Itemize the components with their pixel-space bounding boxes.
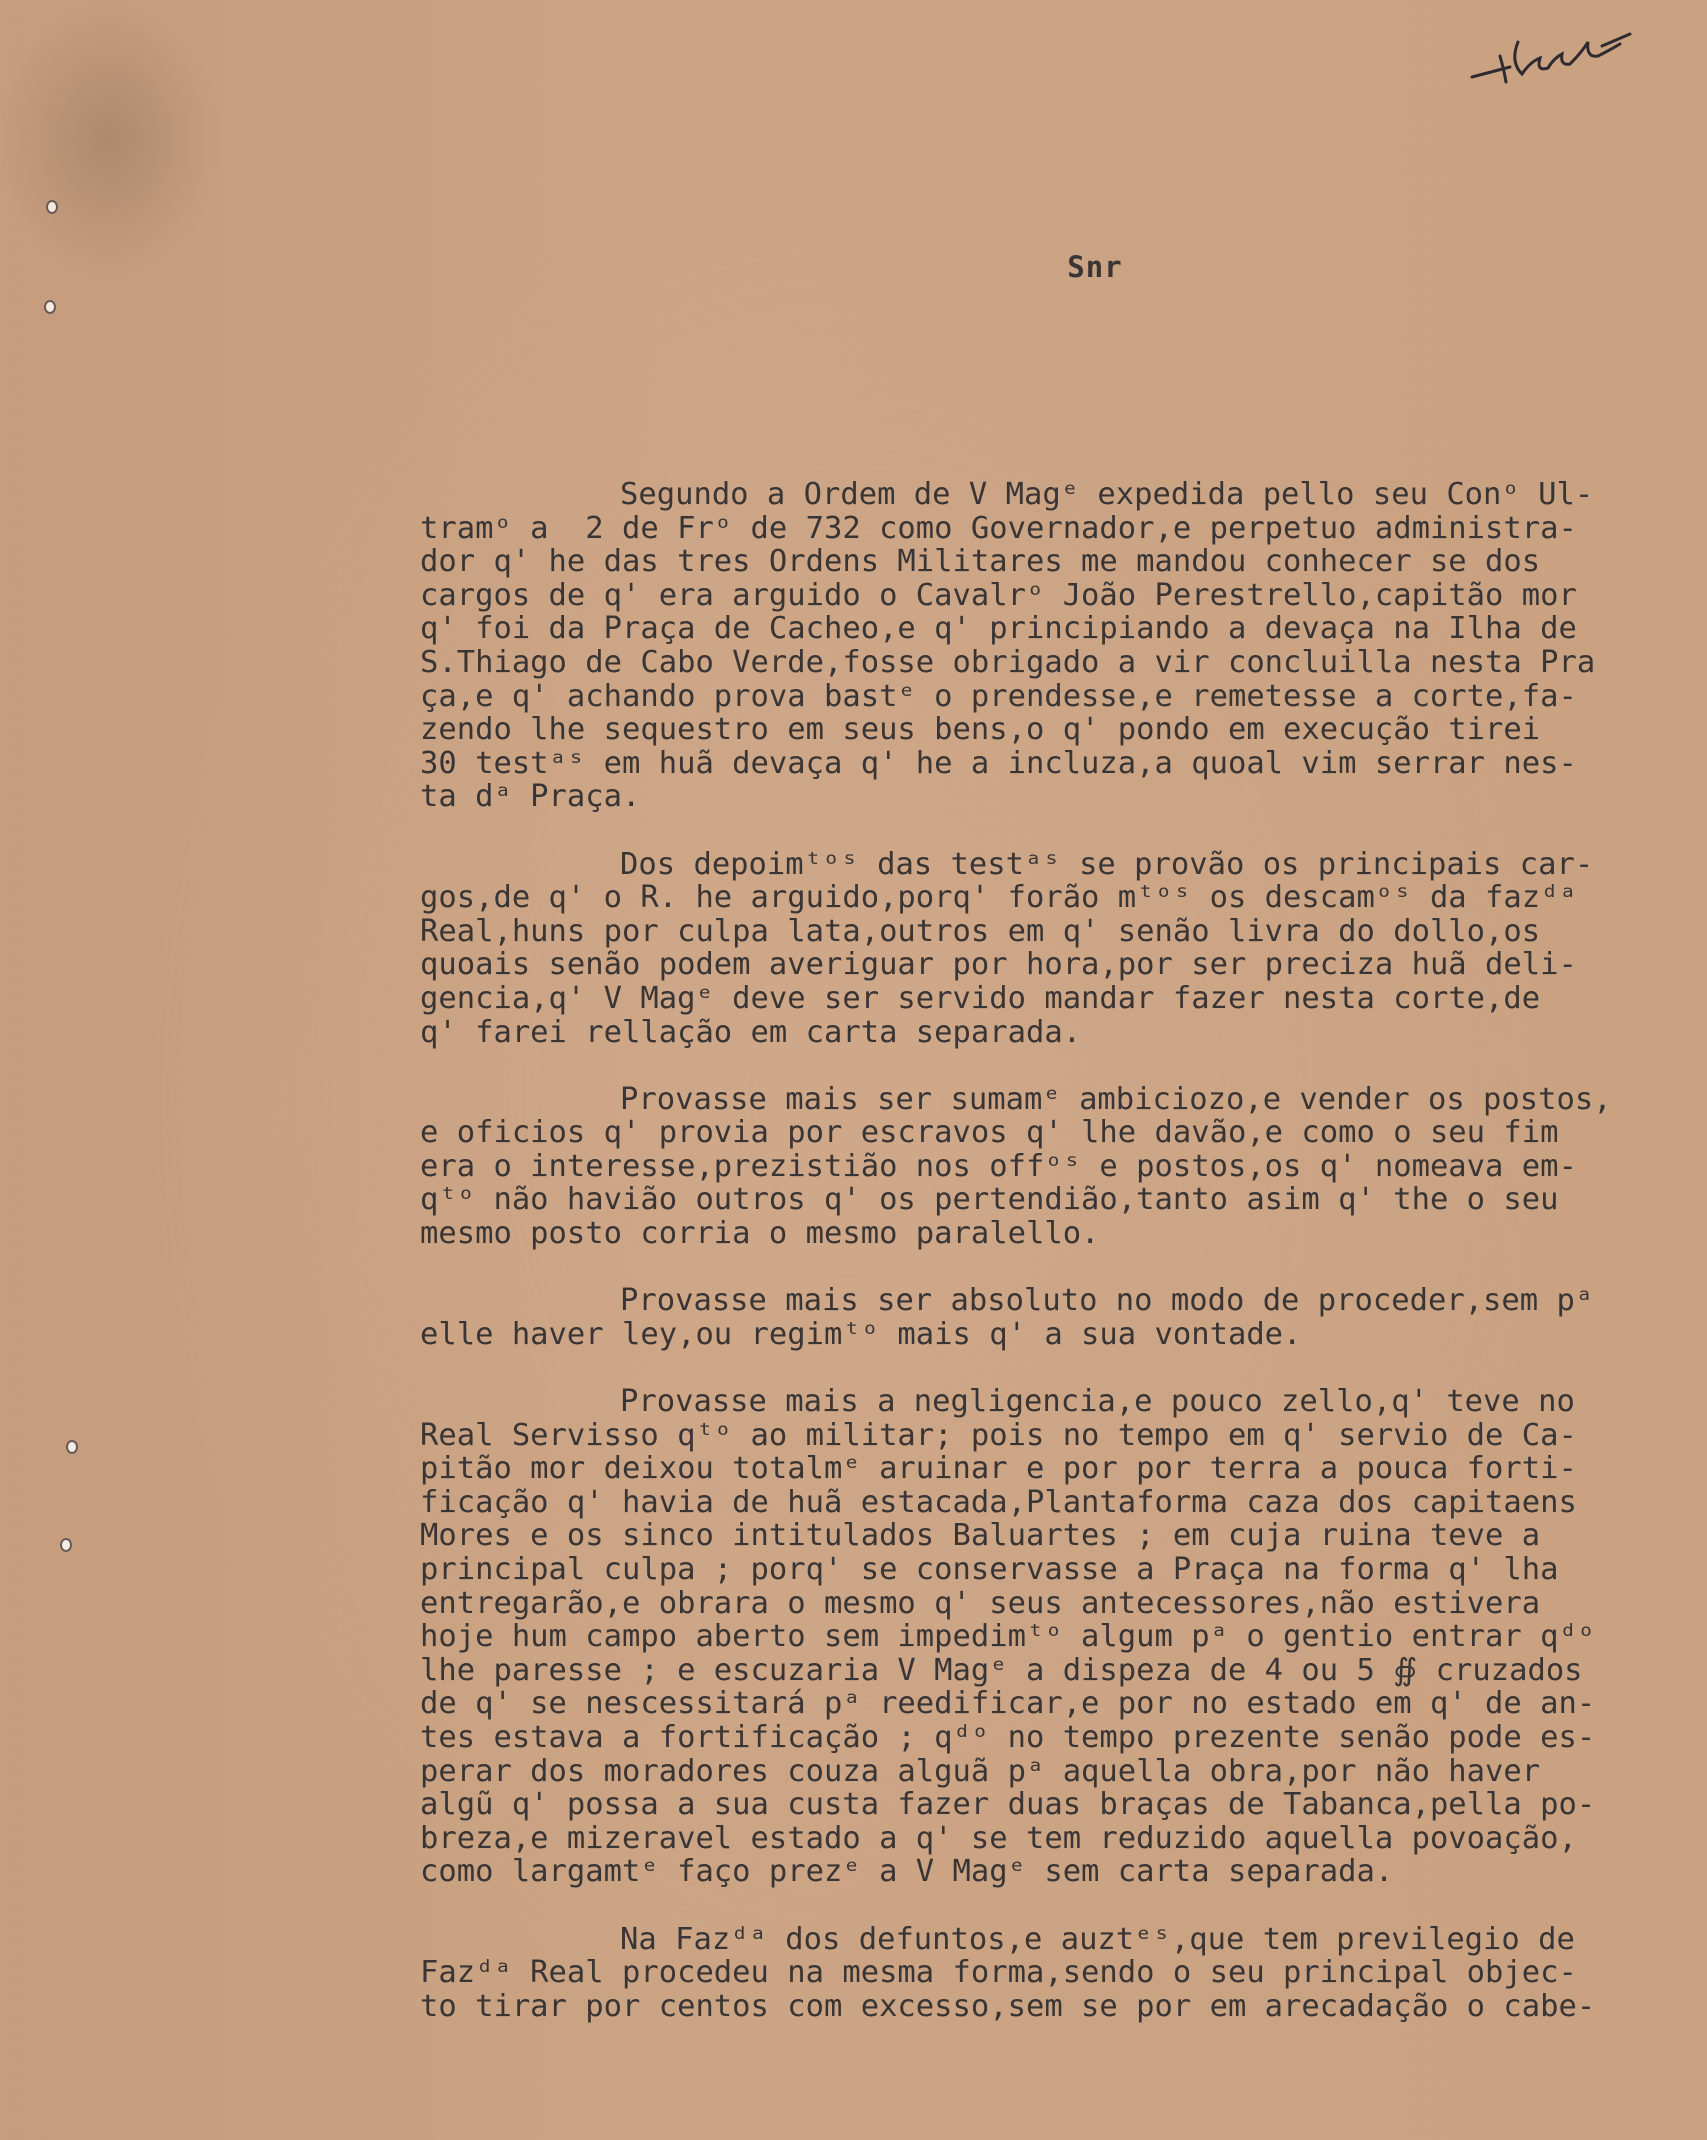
paragraph [420, 1923, 1707, 2024]
text-line: Provasse mais ser sumamᵉ ambiciozo,e vender os postos, [620, 1081, 1612, 1117]
text-line: como largamtᵉ faço prezᵉ a V Magᵉ sem carta separada. [420, 1854, 1394, 1890]
text-line: lhe paresse ; e escuzaria V Magᵉ a dispeza de 4 ou 5 ∯ cruzados [420, 1652, 1583, 1688]
punch-hole [44, 300, 56, 314]
paragraph [420, 478, 1707, 814]
text-line: pitão mor deixou totalmᵉ aruinar e por por terra a pouca forti- [420, 1451, 1577, 1487]
text-line: ficação q' havia de huã estacada,Plantaforma caza dos capitaens [420, 1484, 1577, 1520]
text-line: q' foi da Praça de Cacheo,e q' principiando a devaça na Ilha de [420, 611, 1577, 647]
text-line: Mores e os sinco intitulados Baluartes ; em cuja ruina teve a [420, 1518, 1541, 1554]
signature-mark [1470, 22, 1670, 92]
text-line: elle haver ley,ou regimᵗᵒ mais q' a sua vontade. [420, 1316, 1302, 1352]
text-line: qᵗᵒ não havião outros q' os pertendião,tanto asim q' the o seu [420, 1182, 1559, 1218]
text-line: Provasse mais ser absoluto no modo de proceder,sem pᵃ [620, 1283, 1594, 1319]
text-line: e oficios q' provia por escravos q' lhe davão,e como o seu fim [420, 1115, 1559, 1151]
text-line: S.Thiago de Cabo Verde,fosse obrigado a vir concluilla nesta Pra [420, 644, 1596, 680]
text-line: de q' se nescessitará pᵃ reedificar,e por no estado em q' de an- [420, 1686, 1596, 1722]
text-line: Dos depoimᵗᵒˢ das testᵃˢ se provão os principais car- [620, 846, 1594, 882]
text-line: ta dᵃ Praça. [420, 779, 641, 815]
text-line: Real,huns por culpa lata,outros em q' senão livra do dollo,os [420, 913, 1541, 949]
text-line: Provasse mais a negligencia,e pouco zello,q' teve no [620, 1384, 1575, 1420]
text-line: gos,de q' o R. he arguido,porq' forão mᵗᵒˢ os descamᵒˢ da fazᵈᵃ [420, 880, 1577, 916]
text-line: zendo lhe sequestro em seus bens,o q' pondo em execução tirei [420, 712, 1541, 748]
punch-hole [66, 1440, 78, 1454]
punch-hole [46, 200, 58, 214]
text-line: to tirar por centos com excesso,sem se por em arecadação o cabe- [420, 1988, 1596, 2024]
text-line: gencia,q' V Magᵉ deve ser servido mandar fazer nesta corte,de [420, 980, 1541, 1016]
paragraph [420, 848, 1707, 1050]
text-line: mesmo posto corria o mesmo paralello. [420, 1216, 1100, 1252]
text-line: Segundo a Ordem de V Magᵉ expedida pello seu Conᵒ Ul- [620, 477, 1594, 512]
text-line: Na Fazᵈᵃ dos defuntos,e auztᵉˢ,que tem previlegio de [620, 1921, 1575, 1957]
salutation-heading: Snr [1067, 250, 1123, 284]
text-line: tes estava a fortificação ; qᵈᵒ no tempo prezente senão pode es- [420, 1719, 1596, 1755]
text-line: ça,e q' achando prova bastᵉ o prendesse,e remetesse a corte,fa- [420, 678, 1577, 714]
paragraph [420, 1385, 1707, 1889]
text-line: breza,e mizeravel estado a q' se tem reduzido aquella povoação, [420, 1820, 1577, 1856]
text-line: hoje hum campo aberto sem impedimᵗᵒ algum pᵃ o gentio entrar qᵈᵒ [420, 1619, 1596, 1655]
text-line: tramᵒ a 2 de Frᵒ de 732 como Governador,e perpetuo administra- [420, 510, 1577, 546]
text-line: dor q' he das tres Ordens Militares me mandou conhecer se dos [420, 544, 1541, 580]
paragraph [420, 1083, 1707, 1251]
text-line: quoais senão podem averiguar por hora,por ser preciza huã deli- [420, 947, 1577, 983]
paragraph [420, 1284, 1707, 1351]
text-line: entregarão,e obrara o mesmo q' seus antecessores,não estivera [420, 1585, 1541, 1621]
text-line: era o interesse,prezistião nos offᵒˢ e postos,os q' nomeava em- [420, 1148, 1577, 1184]
text-line: principal culpa ; porq' se conservasse a Praça na forma q' lha [420, 1552, 1559, 1587]
text-line: 30 testᵃˢ em huã devaça q' he a incluza,a quoal vim serrar nes- [420, 745, 1577, 781]
letter-body [420, 478, 1707, 2057]
text-line: perar dos moradores couza alguã pᵃ aquella obra,por não haver [420, 1753, 1541, 1789]
text-line: algũ q' possa a sua custa fazer duas braças de Tabanca,pella po- [420, 1787, 1596, 1823]
text-line: Fazᵈᵃ Real procedeu na mesma forma,sendo o seu principal objec- [420, 1955, 1577, 1991]
text-line: q' farei rellação em carta separada. [420, 1014, 1082, 1050]
punch-hole [60, 1538, 72, 1552]
text-line: cargos de q' era arguido o Cavalrᵒ João Perestrello,capitão mor [420, 577, 1577, 613]
text-line: Real Servisso qᵗᵒ ao militar; pois no tempo em q' servio de Ca- [420, 1417, 1577, 1453]
